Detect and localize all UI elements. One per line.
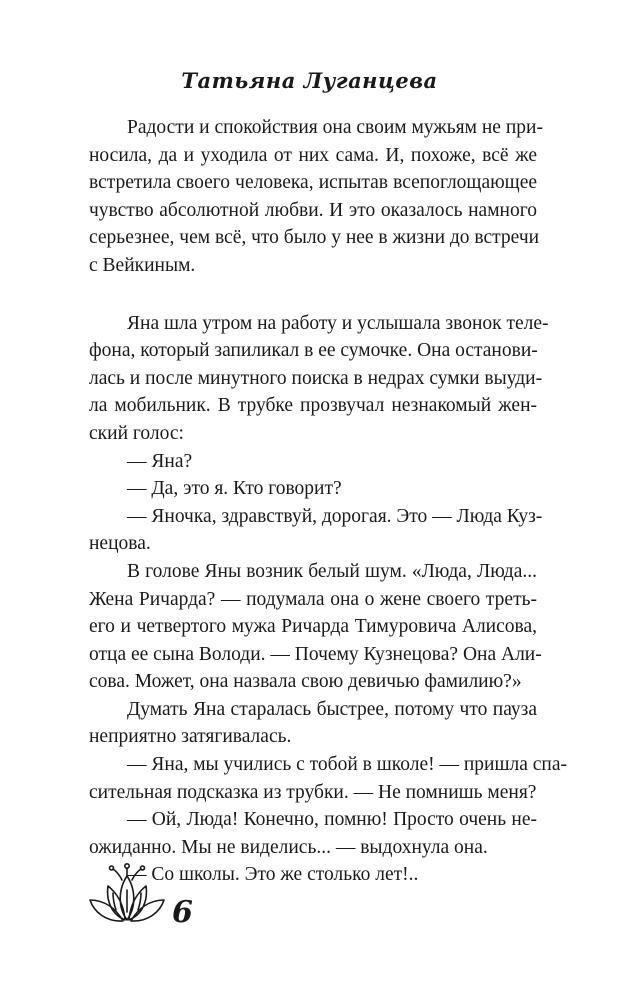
page-number: 6 <box>172 895 193 930</box>
text-line: его и четвертого мужа Ричарда Тимуровича Алисова, <box>89 616 537 638</box>
text-line: — Яна? <box>127 450 193 472</box>
text-line: — Да, это я. Кто говорит? <box>127 478 342 500</box>
paragraph <box>89 503 543 558</box>
text-line: ла мобильник. В трубке прозвучал незнакомый жен- <box>89 395 537 417</box>
text-line: — Яна, мы учились с тобой в школе! — пришла спа- <box>127 754 567 776</box>
paragraph <box>89 310 549 448</box>
text-line: с Вейкиным. <box>89 254 196 276</box>
text-line: ожиданно. Мы не виделись... — выдохнула она. <box>89 836 488 858</box>
text-line: Радости и спокойствия она своим мужьям не при- <box>127 117 543 138</box>
text-line: Жена Ричарда? — подумала она о жене своего треть- <box>89 588 537 610</box>
paragraph <box>89 114 543 280</box>
text-line: встретила своего человека, испытав всепоглощающее <box>89 172 537 194</box>
paragraph <box>89 751 567 806</box>
text-line: — Со школы. Это же столько лет!.. <box>127 864 419 886</box>
text-line: фона, который запиликал в ее сумочке. Она останови- <box>89 340 538 362</box>
text-line: Думать Яна старалась быстрее, потому что пауза <box>127 698 537 720</box>
text-line: отца ее сына Володи. — Почему Кузнецова? Она Али- <box>89 643 542 665</box>
text-line: нецова. <box>89 533 151 555</box>
text-line: сова. Может, она назвала свою девичью фамилию?» <box>89 671 522 693</box>
text-line: — Ой, Люда! Конечно, помню! Просто очень не- <box>127 809 537 831</box>
text-line: носила, да и уходила от них сама. И, похоже, всё же <box>89 144 537 166</box>
lotus-flower-icon <box>86 862 168 924</box>
text-line: ский голос: <box>89 422 184 444</box>
text-line: В голове Яны возник белый шум. «Люда, Люда... <box>127 560 537 582</box>
section-break <box>89 280 537 310</box>
paragraph <box>89 448 537 476</box>
running-header-author: Татьяна Луганцева <box>181 68 438 93</box>
text-line: неприятно затягивалась. <box>89 726 292 748</box>
paragraph <box>89 475 537 503</box>
body-text <box>89 114 567 889</box>
paragraph <box>89 806 537 861</box>
paragraph <box>89 696 537 751</box>
paragraph <box>89 558 542 696</box>
text-line: сительная подсказка из трубки. — Не помнишь меня? <box>89 781 537 803</box>
text-line: чувство абсолютной любви. И это оказалось намного <box>89 199 537 221</box>
text-line: серьезнее, чем всё, что было у нее в жизни до встречи <box>89 227 540 249</box>
text-line: лась и после минутного поиска в недрах сумки выуди- <box>89 367 543 389</box>
text-line: — Яночка, здравствуй, дорогая. Это — Люда Куз- <box>127 505 543 527</box>
text-line: Яна шла утром на работу и услышала звонок теле- <box>127 312 549 334</box>
